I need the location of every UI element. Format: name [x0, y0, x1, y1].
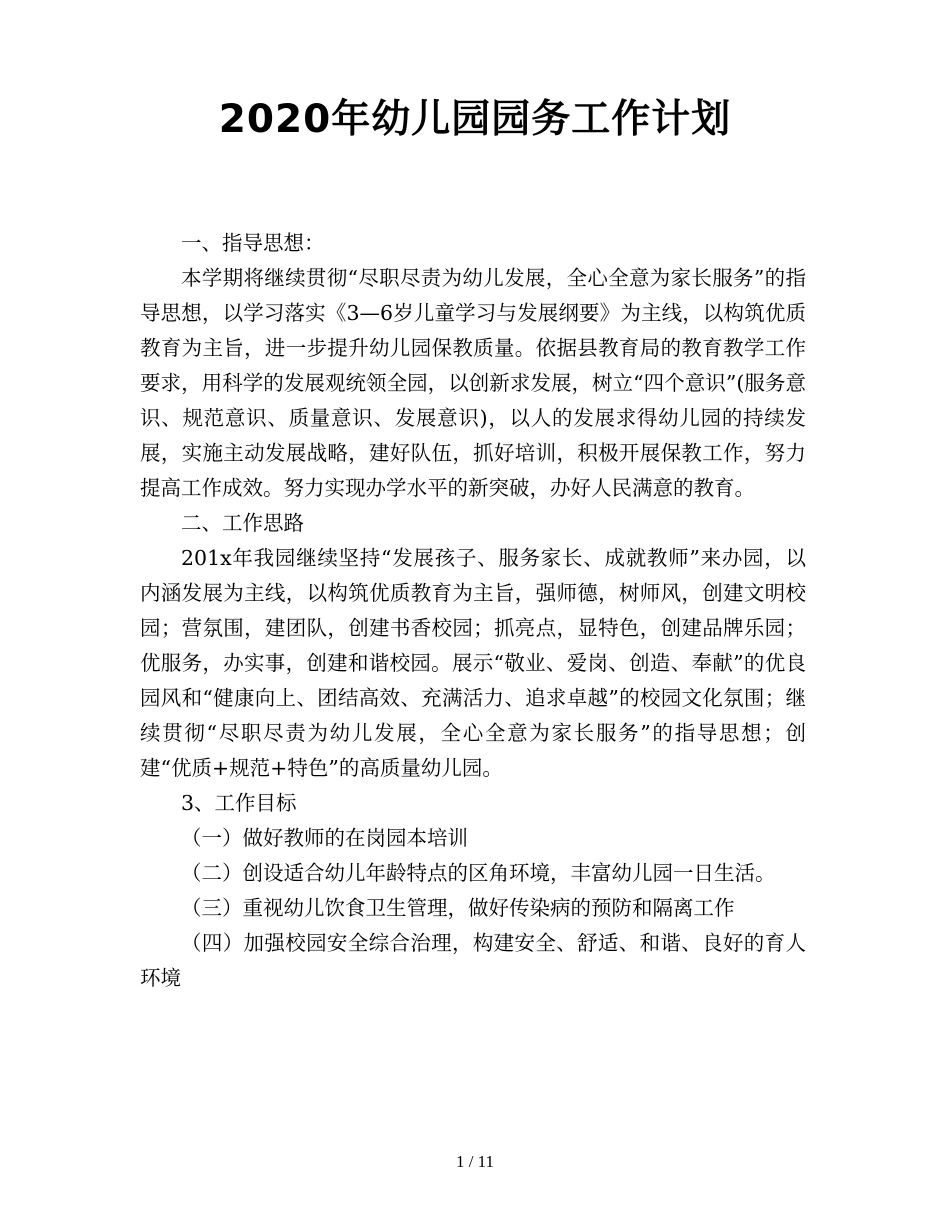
document-body: [140, 226, 806, 996]
paragraph-work-approach: 201x年我园继续坚持“发展孩子、服务家长、成就教师”来办园，以内涵发展为主线，以构筑优质教育为主旨，强师德，树师风，创建文明校园；营氛围，建团队，创建书香校园；抓亮点，显特色，创建品牌乐园；优服务，办实事，创建和谐校园。展示“敬业、爱岗、创造、奉献”的优良园风和“健康向上、团结高效、充满活力、追求卓越”的校园文化氛围；继续贯彻“尽职尽责为幼儿发展，全心全意为家长服务”的指导思想；创建“优质+规范+特色”的高质量幼儿园。: [140, 546, 806, 780]
goal-item-2: （二）创设适合幼儿年龄特点的区角环境，丰富幼儿园一日生活。: [181, 861, 776, 885]
page-number: 1 / 11: [455, 1152, 495, 1171]
heading-work-goals: 3、工作目标: [181, 791, 297, 815]
goal-item-1: （一）做好教师的在岗园本培训: [181, 826, 468, 850]
goal-item-4: （四）加强校园安全综合治理，构建安全、舒适、和谐、良好的育人环境: [140, 931, 806, 990]
document-title: 2020年幼儿园园务工作计划: [218, 97, 732, 142]
paragraph-guiding-ideology: 本学期将继续贯彻“尽职尽责为幼儿发展，全心全意为家长服务”的指导思想，以学习落实《3—6岁儿童学习与发展纲要》为主线，以构筑优质教育为主旨，进一步提升幼儿园保教质量。依据县教育局的教育教学工作要求，用科学的发展观统领全园，以创新求发展，树立“四个意识”(服务意识、规范意识、质量意识、发展意识)，以人的发展求得幼儿园的持续发展，实施主动发展战略，建好队伍，抓好培训，积极开展保教工作，努力提高工作成效。努力实现办学水平的新突破，办好人民满意的教育。: [140, 266, 806, 500]
heading-guiding-ideology: 一、指导思想：: [181, 231, 325, 255]
heading-work-approach: 二、工作思路: [181, 511, 304, 535]
goal-item-3: （三）重视幼儿饮食卫生管理，做好传染病的预防和隔离工作: [181, 896, 735, 920]
